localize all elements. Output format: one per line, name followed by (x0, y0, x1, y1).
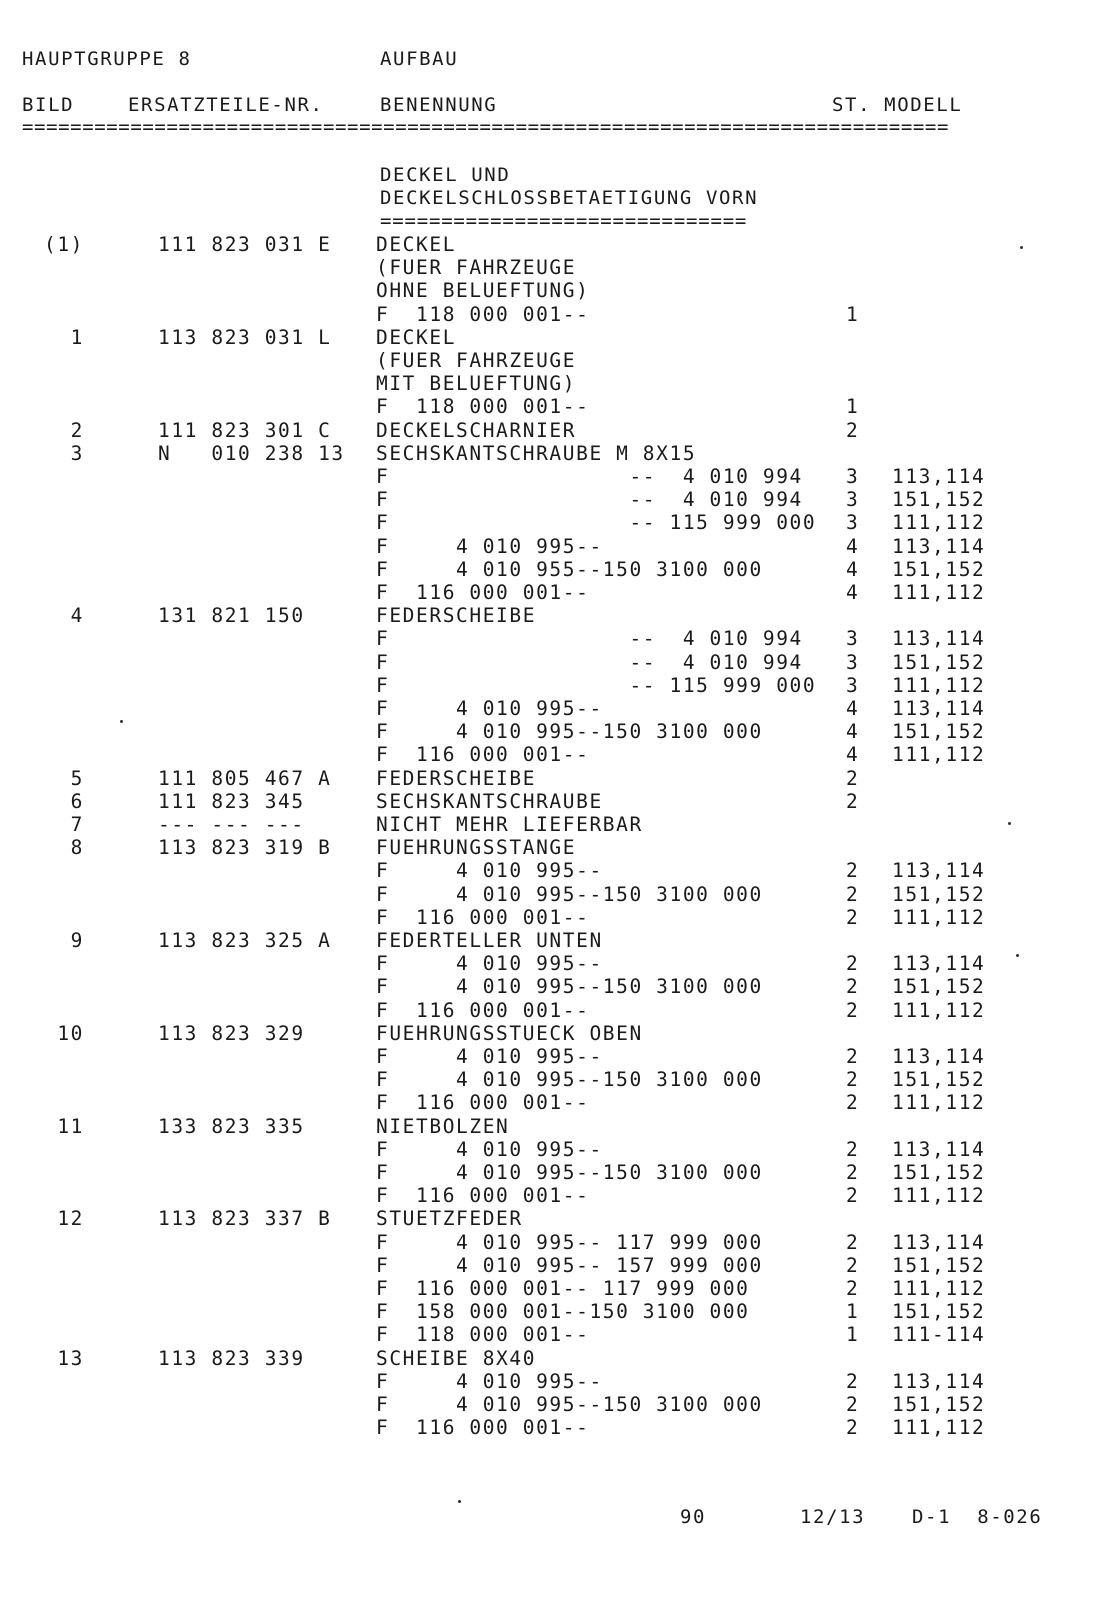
row-description: STUETZFEDER (376, 1207, 523, 1230)
row-quantity: 2 (846, 883, 860, 906)
row-part-number: 113 823 325 A (158, 929, 332, 952)
row-description: NICHT MEHR LIEFERBAR (376, 813, 643, 836)
row-quantity: 2 (846, 1068, 860, 1091)
subsection-title-line-2: DECKELSCHLOSSBETAETIGUNG VORN (380, 187, 759, 209)
row-quantity: 3 (846, 627, 860, 650)
row-quantity: 2 (846, 1370, 860, 1393)
subsection-title-line-1: DECKEL UND (380, 164, 511, 186)
row-quantity: 3 (846, 511, 860, 534)
row-model: 151,152 (892, 720, 986, 743)
row-quantity: 4 (846, 581, 860, 604)
row-description: FEDERSCHEIBE (376, 767, 537, 790)
row-description: F 4 010 995--150 3100 000 (376, 1393, 763, 1416)
row-description: F -- 4 010 994 (376, 651, 803, 674)
row-model: 113,114 (892, 1138, 986, 1161)
row-bild: 10 (57, 1022, 84, 1045)
row-description: F -- 4 010 994 (376, 488, 803, 511)
row-bild: 11 (57, 1115, 84, 1138)
row-description: F 4 010 955--150 3100 000 (376, 558, 763, 581)
row-description: F 116 000 001-- 117 999 000 (376, 1277, 750, 1300)
row-bild: 13 (57, 1347, 84, 1370)
row-description: F 116 000 001-- (376, 906, 590, 929)
row-description: SECHSKANTSCHRAUBE (376, 790, 603, 813)
row-quantity: 1 (846, 1323, 860, 1346)
row-model: 113,114 (892, 535, 986, 558)
column-header-bild: BILD (22, 94, 75, 116)
row-quantity: 2 (846, 1045, 860, 1068)
row-description: F 116 000 001-- (376, 581, 590, 604)
row-model: 151,152 (892, 1393, 986, 1416)
row-description: (FUER FAHRZEUGE (376, 256, 577, 279)
row-description: F 116 000 001-- (376, 743, 590, 766)
row-model: 113,114 (892, 1370, 986, 1393)
row-description: SCHEIBE 8X40 (376, 1347, 537, 1370)
row-quantity: 2 (846, 1161, 860, 1184)
row-quantity: 2 (846, 790, 860, 813)
row-model: 111,112 (892, 999, 986, 1022)
row-description: FEDERTELLER UNTEN (376, 929, 603, 952)
row-part-number: 113 823 337 B (158, 1207, 332, 1230)
row-quantity: 2 (846, 419, 860, 442)
row-bild: 5 (70, 767, 84, 790)
row-description: FUEHRUNGSSTUECK OBEN (376, 1022, 643, 1045)
row-quantity: 2 (846, 1091, 860, 1114)
row-model: 111,112 (892, 1184, 986, 1207)
row-description: F 4 010 995-- (376, 952, 603, 975)
row-quantity: 2 (846, 1231, 860, 1254)
row-bild: 7 (70, 813, 84, 836)
row-part-number: 133 823 335 (158, 1115, 305, 1138)
subsection-underline: ============================== (380, 210, 748, 232)
footer-page-number: 90 (680, 1506, 707, 1528)
scan-speck (1016, 954, 1019, 957)
row-description: F 116 000 001-- (376, 999, 590, 1022)
column-header-part-number: ERSATZTEILE-NR. (128, 94, 324, 116)
row-model: 111-114 (892, 1323, 986, 1346)
row-description: F 116 000 001-- (376, 1416, 590, 1439)
row-model: 113,114 (892, 465, 986, 488)
row-quantity: 2 (846, 859, 860, 882)
row-model: 111,112 (892, 511, 986, 534)
header-rule: ============================================================================= (22, 116, 949, 138)
row-quantity: 2 (846, 1254, 860, 1277)
row-part-number: 131 821 150 (158, 604, 305, 627)
row-model: 113,114 (892, 952, 986, 975)
row-part-number: --- --- --- (158, 813, 305, 836)
row-description: F 118 000 001-- (376, 395, 590, 418)
row-quantity: 3 (846, 651, 860, 674)
row-model: 151,152 (892, 1300, 986, 1323)
row-quantity: 1 (846, 303, 860, 326)
row-quantity: 1 (846, 395, 860, 418)
row-description: F 4 010 995-- 117 999 000 (376, 1231, 763, 1254)
row-model: 151,152 (892, 651, 986, 674)
row-description: F 4 010 995--150 3100 000 (376, 1161, 763, 1184)
row-bild: 2 (70, 419, 84, 442)
row-description: F -- 4 010 994 (376, 627, 803, 650)
column-header-name: BENENNUNG (380, 94, 498, 116)
row-quantity: 3 (846, 465, 860, 488)
row-model: 113,114 (892, 859, 986, 882)
row-description: F 118 000 001-- (376, 1323, 590, 1346)
footer-code: D-1 8-026 (912, 1506, 1043, 1528)
row-model: 151,152 (892, 883, 986, 906)
row-description: F 158 000 001--150 3100 000 (376, 1300, 750, 1323)
row-description: F 4 010 995--150 3100 000 (376, 720, 763, 743)
row-description: F 4 010 995-- (376, 859, 603, 882)
row-quantity: 4 (846, 743, 860, 766)
row-part-number: 111 823 301 C (158, 419, 332, 442)
row-description: F -- 115 999 000 (376, 674, 817, 697)
scan-speck (120, 720, 123, 723)
row-part-number: 113 823 329 (158, 1022, 305, 1045)
row-part-number: N 010 238 13 (158, 442, 345, 465)
group-title: HAUPTGRUPPE 8 (22, 48, 192, 70)
footer-date: 12/13 (800, 1506, 866, 1528)
row-description: F 4 010 995-- (376, 1370, 603, 1393)
row-description: F 4 010 995-- (376, 697, 603, 720)
row-model: 111,112 (892, 906, 986, 929)
row-model: 111,112 (892, 581, 986, 604)
row-description: F 4 010 995--150 3100 000 (376, 1068, 763, 1091)
row-bild: 6 (70, 790, 84, 813)
row-description: F -- 4 010 994 (376, 465, 803, 488)
row-description: DECKEL (376, 233, 457, 256)
row-description: F 4 010 995--150 3100 000 (376, 883, 763, 906)
row-description: F 116 000 001-- (376, 1091, 590, 1114)
row-bild: 3 (70, 442, 84, 465)
row-part-number: 111 823 345 (158, 790, 305, 813)
row-description: (FUER FAHRZEUGE (376, 349, 577, 372)
row-description: F 4 010 995-- 157 999 000 (376, 1254, 763, 1277)
row-quantity: 2 (846, 975, 860, 998)
row-bild: 4 (70, 604, 84, 627)
row-quantity: 4 (846, 535, 860, 558)
row-bild: (1) (44, 233, 85, 256)
row-description: F 4 010 995-- (376, 1045, 603, 1068)
row-description: MIT BELUEFTUNG) (376, 372, 577, 395)
row-model: 151,152 (892, 488, 986, 511)
section-title: AUFBAU (380, 48, 459, 70)
row-model: 111,112 (892, 1277, 986, 1300)
row-quantity: 4 (846, 697, 860, 720)
row-model: 113,114 (892, 697, 986, 720)
row-quantity: 2 (846, 1393, 860, 1416)
row-part-number: 111 805 467 A (158, 767, 332, 790)
row-description: FUEHRUNGSSTANGE (376, 836, 577, 859)
row-model: 151,152 (892, 975, 986, 998)
row-model: 151,152 (892, 1161, 986, 1184)
row-model: 151,152 (892, 1068, 986, 1091)
row-quantity: 2 (846, 999, 860, 1022)
row-model: 111,112 (892, 674, 986, 697)
row-description: DECKEL (376, 326, 457, 349)
row-quantity: 2 (846, 1416, 860, 1439)
row-model: 111,112 (892, 743, 986, 766)
row-model: 113,114 (892, 627, 986, 650)
row-model: 151,152 (892, 558, 986, 581)
row-part-number: 113 823 031 L (158, 326, 332, 349)
row-quantity: 2 (846, 1184, 860, 1207)
scan-speck (1020, 246, 1023, 249)
scan-speck (1008, 822, 1011, 825)
row-quantity: 2 (846, 1277, 860, 1300)
row-description: F 4 010 995-- (376, 1138, 603, 1161)
row-description: NIETBOLZEN (376, 1115, 510, 1138)
row-description: F -- 115 999 000 (376, 511, 817, 534)
row-part-number: 113 823 339 (158, 1347, 305, 1370)
row-quantity: 1 (846, 1300, 860, 1323)
row-description: FEDERSCHEIBE (376, 604, 537, 627)
row-part-number: 113 823 319 B (158, 836, 332, 859)
row-model: 113,114 (892, 1045, 986, 1068)
column-header-qty-model: ST. MODELL (832, 94, 963, 116)
row-quantity: 2 (846, 952, 860, 975)
row-quantity: 3 (846, 488, 860, 511)
row-quantity: 4 (846, 720, 860, 743)
row-description: OHNE BELUEFTUNG) (376, 279, 590, 302)
row-description: SECHSKANTSCHRAUBE M 8X15 (376, 442, 697, 465)
row-description: F 116 000 001-- (376, 1184, 590, 1207)
row-model: 111,112 (892, 1091, 986, 1114)
row-bild: 9 (70, 929, 84, 952)
row-description: F 4 010 995-- (376, 535, 603, 558)
row-quantity: 2 (846, 767, 860, 790)
row-model: 113,114 (892, 1231, 986, 1254)
row-bild: 12 (57, 1207, 84, 1230)
row-model: 151,152 (892, 1254, 986, 1277)
row-model: 111,112 (892, 1416, 986, 1439)
row-quantity: 2 (846, 906, 860, 929)
row-quantity: 4 (846, 558, 860, 581)
row-part-number: 111 823 031 E (158, 233, 332, 256)
row-quantity: 2 (846, 1138, 860, 1161)
row-bild: 1 (70, 326, 84, 349)
row-description: F 4 010 995--150 3100 000 (376, 975, 763, 998)
scan-speck (458, 1500, 461, 1503)
row-description: DECKELSCHARNIER (376, 419, 577, 442)
row-quantity: 3 (846, 674, 860, 697)
row-bild: 8 (70, 836, 84, 859)
row-description: F 118 000 001-- (376, 303, 590, 326)
